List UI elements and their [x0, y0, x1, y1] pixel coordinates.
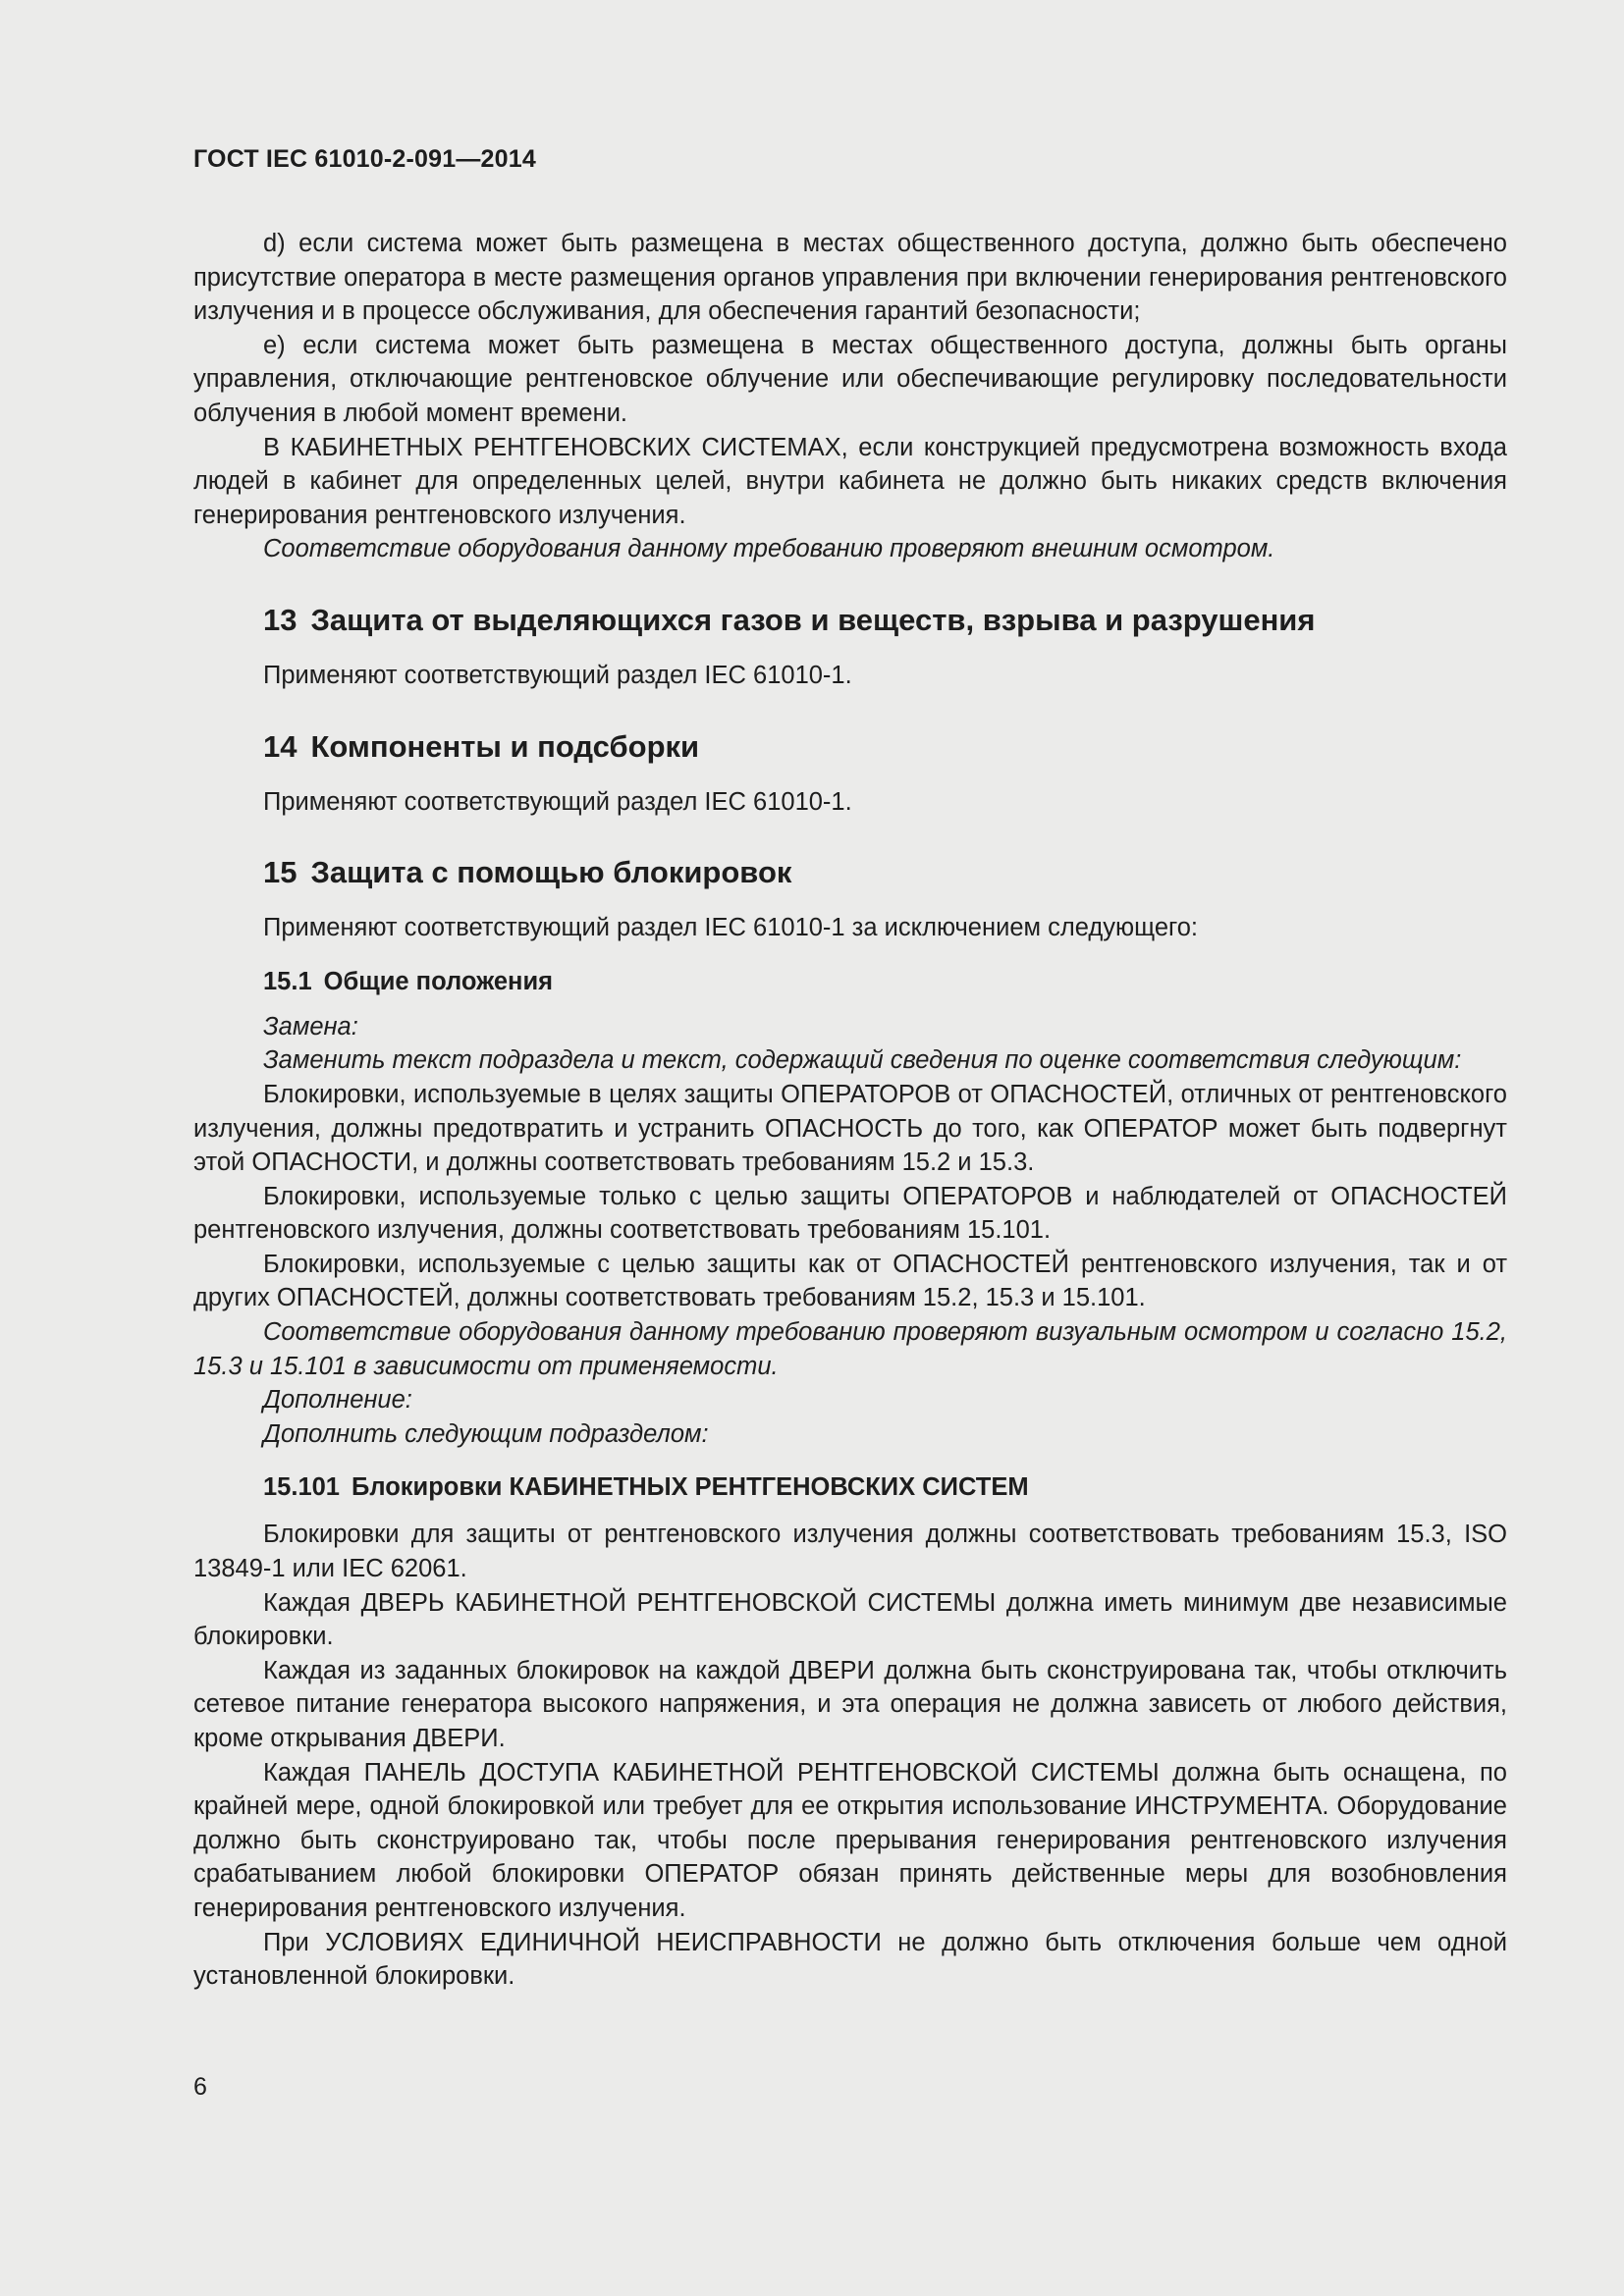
section-number: 14: [263, 728, 298, 764]
paragraph: Блокировки, используемые только с целью защиты ОПЕРАТОРОВ и наблюдателей от ОПАСНОСТЕЙ рентгеновского излучения, должны соответствовать требованиям 15.101.: [193, 1182, 1507, 1245]
section-title: Защита с помощью блокировок: [310, 855, 792, 890]
replace-label: Замена:: [263, 1012, 358, 1041]
document-page: [193, 137, 1507, 1994]
subsection-number: 15.101: [263, 1473, 340, 1502]
paragraph: Каждая из заданных блокировок на каждой ДВЕРИ должна быть сконструирована так, чтобы отключить сетевое питание генератора высокого напряжения, и эта операция не должна зависеть от любого действия, кроме открывания ДВЕРИ.: [193, 1656, 1507, 1752]
section-number: 15: [263, 855, 298, 890]
section-title: Компоненты и подсборки: [310, 728, 700, 764]
document-body: [193, 227, 1507, 1994]
addition-instruction: Дополнить следующим подразделом:: [263, 1419, 709, 1448]
compliance-note: Соответствие оборудования данному требованию проверяют визуальным осмотром и согласно 15.2, 15.3 и 15.101 в зависимости от применяемости.: [193, 1318, 1507, 1380]
paragraph-cabinet-systems: В КАБИНЕТНЫХ РЕНТГЕНОВСКИХ СИСТЕМАХ, если конструкцией предусмотрена возможность входа людей в кабинет для определенных целей, внутри кабинета не должно быть никаких средств включения генерирования рентгеновского излучения.: [193, 433, 1507, 529]
subsection-title: Блокировки КАБИНЕТНЫХ РЕНТГЕНОВСКИХ СИСТЕМ: [352, 1473, 1029, 1502]
section-13-text: Применяют соответствующий раздел IEC 61010-1.: [263, 661, 852, 689]
addition-label: Дополнение:: [263, 1386, 412, 1415]
compliance-note: Соответствие оборудования данному требованию проверяют внешним осмотром.: [263, 535, 1275, 563]
section-number: 13: [263, 602, 298, 637]
replace-instruction: Заменить текст подраздела и текст, содержащий сведения по оценке соответствия следующим:: [263, 1046, 1462, 1075]
paragraph-e: е) если система может быть размещена в местах общественного доступа, должны быть органы управления, отключающие рентгеновское облучение или обеспечивающие регулировку последовательности облучения в любой момент времени.: [193, 331, 1507, 427]
section-15-heading: [193, 853, 1507, 892]
paragraph: Каждая ПАНЕЛЬ ДОСТУПА КАБИНЕТНОЙ РЕНТГЕНОВСКОЙ СИСТЕМЫ должна быть оснащена, по крайней мере, одной блокировкой или требует для ее открытия использование ИНСТРУМЕНТА. Оборудование должно быть сконструировано так, чтобы после прерывания генерирования рентгеновского излучения срабатыванием любой блокировки ОПЕРАТОР обязан принять действенные меры для возобновления генерирования рентгеновского излучения.: [193, 1758, 1507, 1922]
subsection-number: 15.1: [263, 967, 312, 995]
paragraph: Блокировки, используемые с целью защиты как от ОПАСНОСТЕЙ рентгеновского излучения, так и от других ОПАСНОСТЕЙ, должны соответствовать требованиям 15.2, 15.3 и 15.101.: [193, 1250, 1507, 1312]
paragraph: Каждая ДВЕРЬ КАБИНЕТНОЙ РЕНТГЕНОВСКОЙ СИСТЕМЫ должна иметь минимум две независимые блокировки.: [193, 1588, 1507, 1651]
subsection-15-101-heading: [193, 1470, 1507, 1504]
paragraph: Блокировки для защиты от рентгеновского излучения должны соответствовать требованиям 15.3, ISO 13849-1 или IEC 62061.: [193, 1521, 1507, 1583]
paragraph: Блокировки, используемые в целях защиты ОПЕРАТОРОВ от ОПАСНОСТЕЙ, отличных от рентгеновского излучения, должны предотвратить и устранить ОПАСНОСТЬ до того, как ОПЕРАТОР может быть подвергнут этой ОПАСНОСТИ, и должны соответствовать требованиям 15.2 и 15.3.: [193, 1080, 1507, 1177]
subsection-title: Общие положения: [323, 967, 554, 995]
paragraph-d: d) если система может быть размещена в местах общественного доступа, должно быть обеспечено присутствие оператора в месте размещения органов управления при включении генерирования рентгеновского излучения и в процессе обслуживания, для обеспечения гарантий безопасности;: [193, 230, 1507, 326]
page-number: 6: [193, 2073, 207, 2101]
section-15-text: Применяют соответствующий раздел IEC 61010-1 за исключением следующего:: [263, 914, 1199, 942]
section-14-heading: [193, 727, 1507, 767]
section-13-heading: [193, 601, 1507, 640]
subsection-15-1-heading: [193, 965, 1507, 998]
section-14-text: Применяют соответствующий раздел IEC 61010-1.: [263, 787, 852, 816]
paragraph: При УСЛОВИЯХ ЕДИНИЧНОЙ НЕИСПРАВНОСТИ не должно быть отключения больше чем одной установленной блокировки.: [193, 1928, 1507, 1991]
section-title: Защита от выделяющихся газов и веществ, взрыва и разрушения: [310, 602, 1316, 637]
document-header: ГОСТ IEC 61010-2-091—2014: [193, 145, 536, 173]
